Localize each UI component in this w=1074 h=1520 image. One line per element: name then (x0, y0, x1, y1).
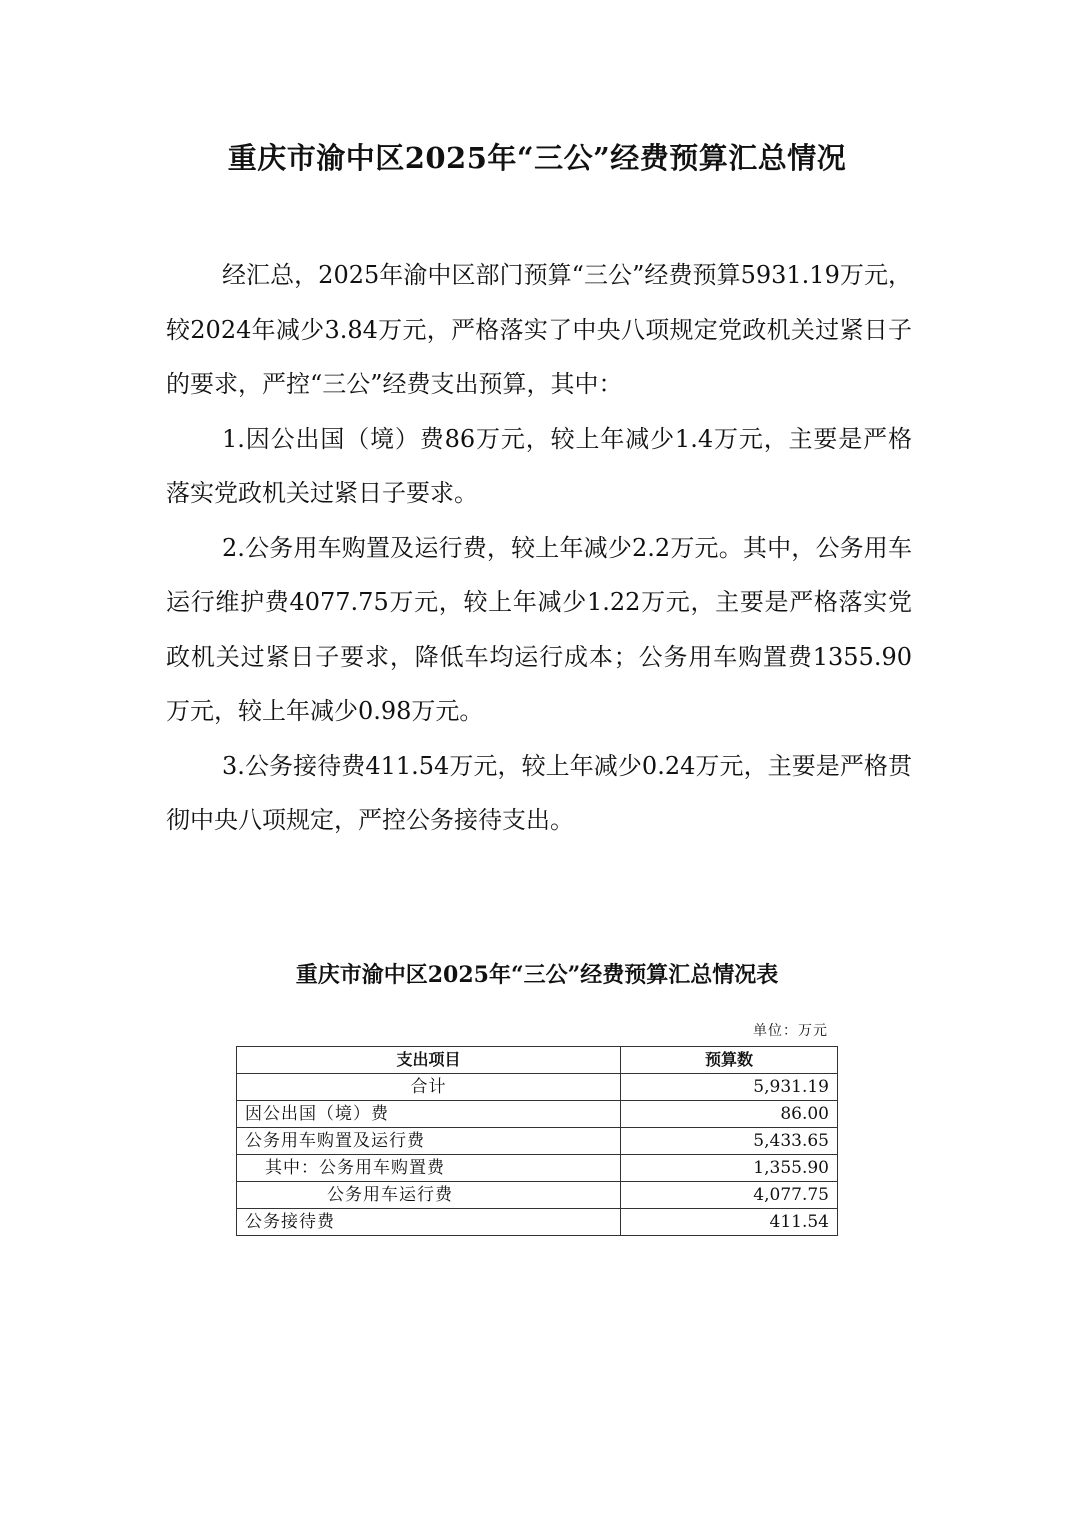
row-label-total: 合计 (237, 1074, 621, 1101)
header-item: 支出项目 (237, 1047, 621, 1074)
row-value-vehicle-purchase: 1,355.90 (621, 1155, 838, 1182)
table-title: 重庆市渝中区2025年“三公”经费预算汇总情况表 (295, 962, 779, 988)
table-row (237, 1101, 838, 1128)
document-body (166, 248, 912, 848)
paragraph-official-reception: 3.公务接待费411.54万元，较上年减少0.24万元，主要是严格贯彻中央八项规定，严控公务接待支出。 (166, 751, 912, 834)
row-value-vehicle-operation: 4,077.75 (621, 1182, 838, 1209)
paragraph-official-vehicles: 2.公务用车购置及运行费，较上年减少2.2万元。其中，公务用车运行维护费4077.75万元，较上年减少1.22万元，主要是严格落实党政机关过紧日子要求，降低车均运行成本；公务用车购置费1355.90万元，较上年减少0.98万元。 (166, 533, 912, 725)
table-row (237, 1182, 838, 1209)
table-row (237, 1074, 838, 1101)
document-title: 重庆市渝中区2025年“三公”经费预算汇总情况 (227, 141, 847, 175)
table-header-row (237, 1047, 838, 1074)
row-label-vehicles: 公务用车购置及运行费 (237, 1128, 621, 1155)
row-label-vehicle-purchase: 其中：公务用车购置费 (237, 1155, 621, 1182)
paragraph-overseas-travel: 1.因公出国（境）费86万元，较上年减少1.4万元，主要是严格落实党政机关过紧日子要求。 (166, 424, 912, 507)
unit-label: 单位：万元 (753, 1023, 828, 1039)
budget-table (236, 1046, 838, 1236)
table-row (237, 1155, 838, 1182)
header-budget: 预算数 (621, 1047, 838, 1074)
table-row (237, 1128, 838, 1155)
row-label-overseas: 因公出国（境）费 (237, 1101, 621, 1128)
paragraph-summary: 经汇总，2025年渝中区部门预算“三公”经费预算5931.19万元，较2024年减少3.84万元，严格落实了中央八项规定党政机关过紧日子的要求，严控“三公”经费支出预算，其中： (166, 261, 912, 398)
row-value-total: 5,931.19 (621, 1074, 838, 1101)
table-row (237, 1209, 838, 1236)
row-value-reception: 411.54 (621, 1209, 838, 1236)
row-label-vehicle-operation: 公务用车运行费 (237, 1182, 621, 1209)
row-label-reception: 公务接待费 (237, 1209, 621, 1236)
row-value-vehicles: 5,433.65 (621, 1128, 838, 1155)
row-value-overseas: 86.00 (621, 1101, 838, 1128)
